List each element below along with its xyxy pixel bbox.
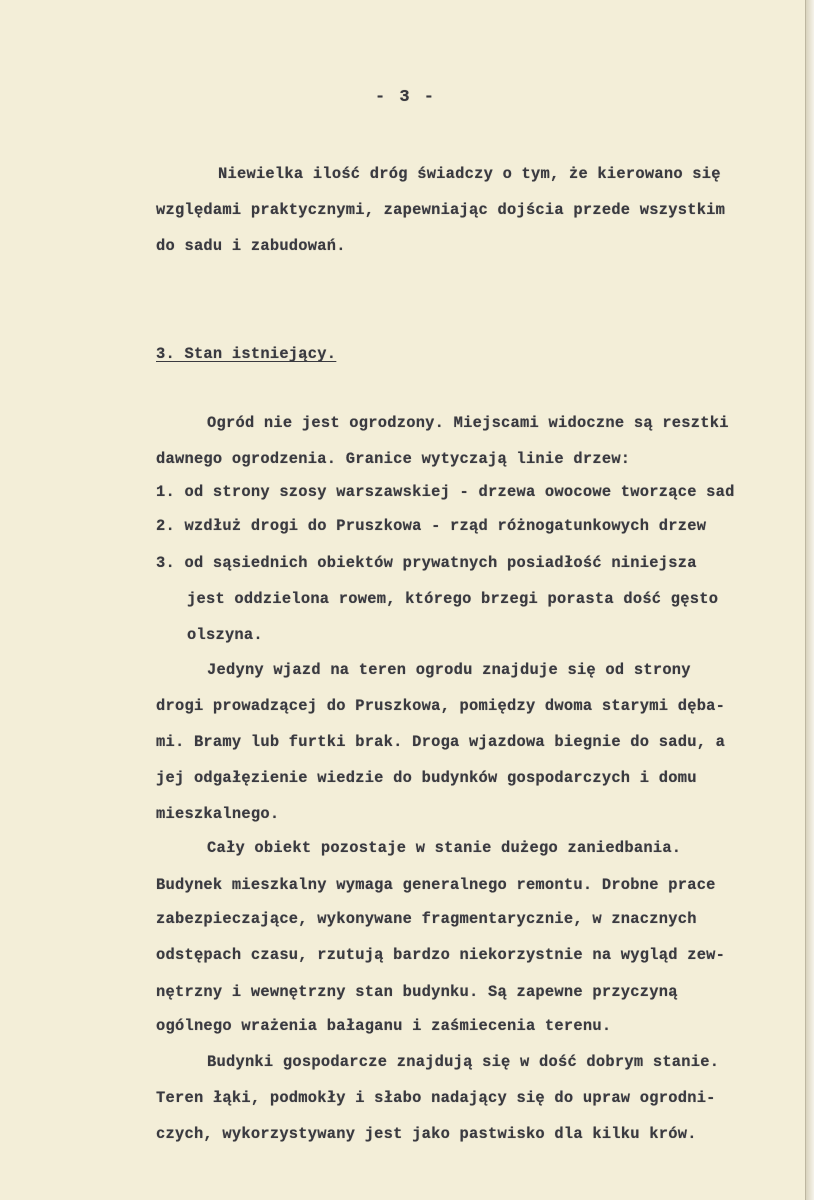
intro-line-2: względami praktycznymi, zapewniając dojścia przede wszystkim [156,201,726,219]
list-continuation-2: olszyna. [187,626,263,644]
paragraph4-line-1: Budynki gospodarcze znajdują się w dość dobrym stanie. [207,1053,720,1071]
list-item-3: 3. od sąsiednich obiektów prywatnych posiadłość niniejsza [156,554,697,572]
paragraph2-line-2: drogi prowadzącej do Pruszkowa, pomiędzy dwoma starymi dęba- [156,697,726,715]
paragraph2-line-5: mieszkalnego. [156,805,280,823]
list-item-1: 1. od strony szosy warszawskiej - drzewa owocowe tworzące sad [156,483,735,501]
list-continuation-1: jest oddzielona rowem, którego brzegi porasta dość gęsto [187,590,719,608]
paragraph4-line-3: czych, wykorzystywany jest jako pastwisko dla kilku krów. [156,1125,697,1143]
paragraph3-line-2: Budynek mieszkalny wymaga generalnego remontu. Drobne prace [156,876,716,894]
section-heading: 3. Stan istniejący. [156,345,337,363]
paragraph1-line-1: Ogród nie jest ogrodzony. Miejscami widoczne są resztki [207,414,729,432]
paragraph2-line-1: Jedyny wjazd na teren ogrodu znajduje się od strony [207,661,691,679]
list-item-2: 2. wzdłuż drogi do Pruszkowa - rząd różnogatunkowych drzew [156,517,707,535]
paragraph1-line-2: dawnego ogrodzenia. Granice wytyczają linie drzew: [156,450,631,468]
paragraph3-line-5: nętrzny i wewnętrzny stan budynku. Są zapewne przyczyną [156,983,678,1001]
paragraph3-line-4: odstępach czasu, rzutują bardzo niekorzystnie na wygląd zew- [156,946,726,964]
page-number: - 3 - [375,88,437,107]
paragraph4-line-2: Teren łąki, podmokły i słabo nadający się do upraw ogrodni- [156,1089,716,1107]
paragraph3-line-1: Cały obiekt pozostaje w stanie dużego zaniedbania. [207,839,682,857]
paragraph2-line-4: jej odgałęzienie wiedzie do budynków gospodarczych i domu [156,769,697,787]
paragraph2-line-3: mi. Bramy lub furtki brak. Droga wjazdowa biegnie do sadu, a [156,733,726,751]
intro-line-3: do sadu i zabudowań. [156,237,346,255]
paragraph3-line-6: ogólnego wrażenia bałaganu i zaśmiecenia terenu. [156,1017,612,1035]
paragraph3-line-3: zabezpieczające, wykonywane fragmentarycznie, w znacznych [156,910,697,928]
intro-line-1: Niewielka ilość dróg świadczy o tym, że kierowano się [218,165,721,183]
page-edge [805,0,814,1200]
